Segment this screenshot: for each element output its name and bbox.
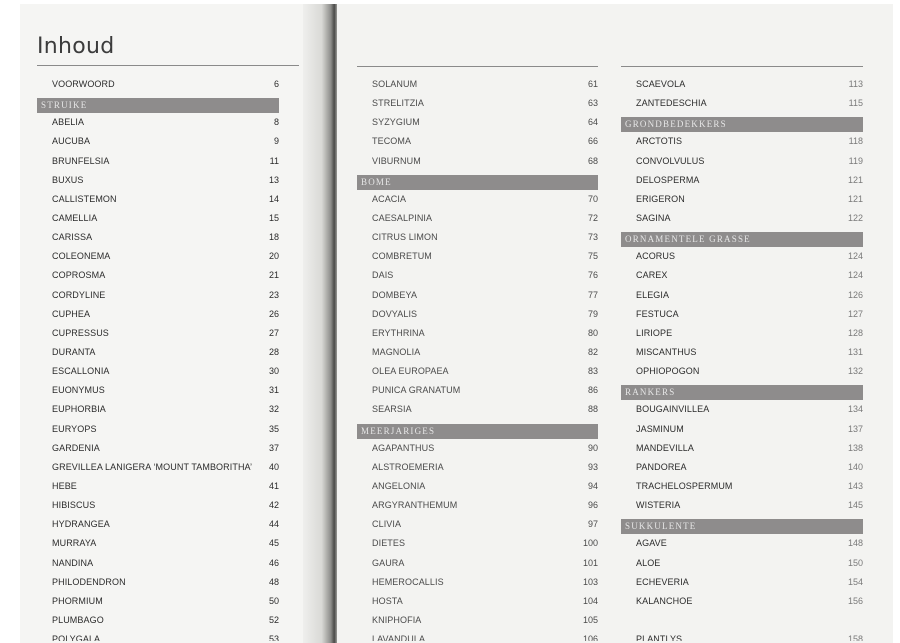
section-header-bar <box>357 175 598 190</box>
toc-entry <box>37 382 279 401</box>
entry-name: DOMBEYA <box>372 289 418 300</box>
entry-name: GAURA <box>372 557 405 568</box>
entry-name: EURYOPS <box>52 423 97 434</box>
entry-page-number: 72 <box>587 212 598 223</box>
entry-page-number: 106 <box>582 634 598 642</box>
entry-name: PLUMBAGO <box>52 614 104 625</box>
entry-name: CALLISTEMON <box>52 193 117 204</box>
entry-name: AGAVE <box>636 538 667 549</box>
entry-page-number: 100 <box>582 538 598 549</box>
entry-page-number: 90 <box>587 442 598 453</box>
toc-entry <box>37 114 279 133</box>
entry-name: PUNICA GRANATUM <box>372 385 461 396</box>
entry-page-number: 21 <box>268 270 279 281</box>
entry-name: CONVOLVULUS <box>636 155 705 166</box>
entry-page-number: 94 <box>587 480 598 491</box>
entry-page-number: 31 <box>268 385 279 396</box>
entry-page-number: 20 <box>268 251 279 262</box>
entry-page-number: 96 <box>587 500 598 511</box>
entry-page-number: 115 <box>848 98 863 109</box>
toc-entry <box>621 344 863 363</box>
toc-entry <box>621 248 863 267</box>
entry-name: DOVYALIS <box>372 308 418 319</box>
entry-name: CLIVIA <box>372 519 402 530</box>
entry-name: ELEGIA <box>636 289 670 300</box>
entry-name: CAMELLIA <box>52 212 98 223</box>
entry-page-number: 101 <box>582 557 598 568</box>
entry-name: CUPHEA <box>52 308 91 319</box>
section-header-label: ORNAMENTELE GRASSE <box>625 234 751 245</box>
entry-page-number: 11 <box>269 155 279 166</box>
entry-page-number: 8 <box>273 117 279 128</box>
entry-name: LIRIOPE <box>636 327 673 338</box>
section-header <box>357 172 598 191</box>
entry-page-number: 118 <box>848 136 863 147</box>
entry-name: ANGELONIA <box>372 480 426 491</box>
toc-entry <box>37 344 279 363</box>
entry-page-number: 75 <box>587 251 598 262</box>
entry-page-number: 46 <box>268 557 279 568</box>
toc-entry <box>37 497 279 516</box>
entry-name: DURANTA <box>52 346 96 357</box>
entry-page-number: 119 <box>848 155 863 166</box>
toc-entry <box>37 287 279 306</box>
toc-entry <box>357 574 598 593</box>
toc-entry <box>37 363 279 382</box>
toc-entry <box>37 172 279 191</box>
toc-entry <box>357 363 598 382</box>
entry-page-number: 137 <box>847 423 863 434</box>
entry-name: COPROSMA <box>52 270 106 281</box>
entry-name: SEARSIA <box>372 404 412 415</box>
page-title: Inhoud <box>37 34 115 59</box>
entry-page-number: 150 <box>847 557 863 568</box>
entry-name: NANDINA <box>52 557 94 568</box>
entry-name: KNIPHOFIA <box>372 614 422 625</box>
entry-page-number: 70 <box>587 193 598 204</box>
entry-name: TRACHELOSPERMUM <box>636 480 733 491</box>
entry-name: COMBRETUM <box>372 251 432 262</box>
entry-page-number: 42 <box>268 500 279 511</box>
entry-name: ECHEVERIA <box>636 576 689 587</box>
entry-name: SAGINA <box>636 212 671 223</box>
toc-entry <box>621 535 863 554</box>
section-header <box>357 421 598 440</box>
toc-entry <box>621 631 863 641</box>
toc-entry <box>37 574 279 593</box>
entry-name: HYDRANGEA <box>52 519 110 530</box>
toc-entry <box>37 153 279 172</box>
toc-entry <box>37 133 279 152</box>
toc-entry <box>357 287 598 306</box>
entry-name: ABELIA <box>52 117 85 128</box>
toc-entry <box>37 612 279 631</box>
entry-name: LAVANDULA <box>372 634 426 642</box>
toc-entry <box>37 401 279 420</box>
entry-page-number: 82 <box>587 346 598 357</box>
toc-entry <box>37 248 279 267</box>
section-header-label: MEERJARIGES <box>361 425 436 436</box>
entry-page-number: 128 <box>847 327 863 338</box>
entry-name: CAESALPINIA <box>372 212 433 223</box>
entry-name: ERYTHRINA <box>372 327 425 338</box>
title-rule <box>37 65 299 66</box>
entry-page-number: 132 <box>847 366 863 377</box>
toc-entry <box>357 306 598 325</box>
entry-page-number: 97 <box>587 519 598 530</box>
entry-page-number: 158 <box>847 634 863 642</box>
toc-entry <box>357 401 598 420</box>
entry-name: AUCUBA <box>52 136 91 147</box>
toc-entry <box>621 287 863 306</box>
toc-entry <box>37 421 279 440</box>
entry-page-number: 30 <box>268 366 279 377</box>
toc-entry <box>37 76 279 95</box>
toc-entry <box>621 555 863 574</box>
toc-entry <box>37 210 279 229</box>
entry-page-number: 80 <box>587 327 598 338</box>
toc-entry <box>357 555 598 574</box>
entry-name: ACORUS <box>636 251 676 262</box>
entry-name: MISCANTHUS <box>636 346 697 357</box>
entry-page-number: 113 <box>848 79 863 89</box>
entry-name: VOORWOORD <box>52 79 115 89</box>
toc-entry <box>37 555 279 574</box>
toc-entry <box>37 478 279 497</box>
entry-page-number: 126 <box>847 289 863 300</box>
toc-entry <box>357 76 598 95</box>
toc-entry <box>357 478 598 497</box>
blank-row <box>621 612 863 631</box>
entry-name: PANDOREA <box>636 461 687 472</box>
entry-page-number: 23 <box>268 289 279 300</box>
entry-page-number: 138 <box>847 442 863 453</box>
toc-entry <box>357 133 598 152</box>
toc-entry <box>621 593 863 612</box>
entry-name: DAIS <box>372 270 394 281</box>
toc-entry <box>357 440 598 459</box>
entry-page-number: 103 <box>582 576 598 587</box>
toc-entry <box>357 612 598 631</box>
toc-entry <box>621 267 863 286</box>
entry-name: HOSTA <box>372 595 403 606</box>
entry-page-number: 79 <box>587 308 598 319</box>
entry-name: DIETES <box>372 538 406 549</box>
entry-name: MAGNOLIA <box>372 346 421 357</box>
entry-name: TECOMA <box>372 136 412 147</box>
section-header-label: BOME <box>361 176 392 187</box>
entry-name: BOUGAINVILLEA <box>636 404 710 415</box>
toc-entry <box>37 306 279 325</box>
entry-page-number: 124 <box>847 251 863 262</box>
entry-page-number: 37 <box>268 442 279 453</box>
toc-entry <box>37 440 279 459</box>
toc-entry <box>621 210 863 229</box>
book-scan <box>20 4 893 643</box>
entry-name: KALANCHOE <box>636 595 693 606</box>
toc-entry <box>37 191 279 210</box>
entry-page-number: 32 <box>268 404 279 415</box>
toc-entry <box>621 421 863 440</box>
entry-name: POLYGALA <box>52 634 101 642</box>
section-header-label: SUKKULENTE <box>625 521 697 532</box>
entry-name: STRELITZIA <box>372 98 425 109</box>
toc-entry <box>357 497 598 516</box>
section-header-label: RANKERS <box>625 387 676 398</box>
entry-name: HIBISCUS <box>52 500 96 511</box>
toc-entry <box>37 459 279 478</box>
toc-entry <box>37 267 279 286</box>
entry-page-number: 83 <box>587 366 598 377</box>
entry-page-number: 14 <box>268 193 279 204</box>
entry-name: SYZYGIUM <box>372 117 420 128</box>
toc-entry <box>357 114 598 133</box>
entry-name: DELOSPERMA <box>636 174 700 185</box>
entry-page-number: 73 <box>587 232 598 243</box>
entry-name: ARCTOTIS <box>636 136 683 147</box>
entry-page-number: 61 <box>587 79 598 89</box>
entry-page-number: 48 <box>268 576 279 587</box>
toc-entry <box>621 76 863 95</box>
toc-entry <box>37 593 279 612</box>
entry-name: FESTUCA <box>636 308 679 319</box>
toc-entry <box>621 325 863 344</box>
entry-page-number: 52 <box>268 614 279 625</box>
entry-name: CAREX <box>636 270 668 281</box>
contents-column-2 <box>357 76 598 641</box>
entry-page-number: 104 <box>582 595 598 606</box>
contents-column-1 <box>37 76 279 641</box>
contents-column-3 <box>621 76 863 641</box>
entry-name: EUONYMUS <box>52 385 105 396</box>
toc-entry <box>357 344 598 363</box>
toc-entry <box>357 248 598 267</box>
entry-page-number: 45 <box>268 538 279 549</box>
entry-name: WISTERIA <box>636 500 681 511</box>
entry-page-number: 50 <box>268 595 279 606</box>
entry-page-number: 66 <box>587 136 598 147</box>
toc-entry <box>621 497 863 516</box>
entry-name: SCAEVOLA <box>636 79 686 89</box>
toc-entry <box>621 478 863 497</box>
entry-page-number: 148 <box>847 538 863 549</box>
toc-entry <box>357 593 598 612</box>
entry-page-number: 15 <box>268 212 279 223</box>
entry-name: CITRUS LIMON <box>372 232 438 243</box>
entry-page-number: 27 <box>268 327 279 338</box>
toc-entry <box>357 95 598 114</box>
entry-name: HEMEROCALLIS <box>372 576 444 587</box>
toc-entry <box>621 172 863 191</box>
entry-page-number: 76 <box>587 270 598 281</box>
entry-page-number: 86 <box>587 385 598 396</box>
entry-page-number: 145 <box>847 500 863 511</box>
toc-entry <box>621 191 863 210</box>
entry-name: MURRAYA <box>52 538 97 549</box>
entry-page-number: 121 <box>847 174 863 185</box>
entry-page-number: 13 <box>268 174 279 185</box>
toc-entry <box>357 229 598 248</box>
toc-entry <box>621 363 863 382</box>
entry-page-number: 44 <box>268 519 279 530</box>
entry-page-number: 131 <box>847 346 863 357</box>
toc-entry <box>37 516 279 535</box>
entry-page-number: 26 <box>268 308 279 319</box>
toc-entry <box>621 574 863 593</box>
entry-name: BRUNFELSIA <box>52 155 110 166</box>
entry-page-number: 6 <box>273 79 279 89</box>
entry-page-number: 154 <box>847 576 863 587</box>
toc-entry <box>357 267 598 286</box>
toc-entry <box>357 459 598 478</box>
toc-entry <box>37 229 279 248</box>
entry-page-number: 93 <box>587 461 598 472</box>
entry-name: ARGYRANTHEMUM <box>372 500 458 511</box>
toc-entry <box>621 401 863 420</box>
entry-page-number: 121 <box>847 193 863 204</box>
book-gutter <box>303 4 337 643</box>
entry-page-number: 40 <box>268 461 279 472</box>
entry-page-number: 124 <box>847 270 863 281</box>
entry-name: GREVILLEA LANIGERA ‘MOUNT TAMBORITHA’ <box>52 461 253 472</box>
entry-page-number: 77 <box>587 289 598 300</box>
toc-entry <box>37 631 279 641</box>
toc-entry <box>357 516 598 535</box>
toc-entry <box>621 133 863 152</box>
entry-page-number: 63 <box>587 98 598 109</box>
entry-page-number: 127 <box>847 308 863 319</box>
toc-entry <box>621 440 863 459</box>
section-header <box>37 95 279 114</box>
column-b-top-rule <box>357 66 598 67</box>
section-header <box>621 516 863 535</box>
toc-entry <box>357 210 598 229</box>
toc-entry <box>621 306 863 325</box>
toc-entry <box>357 631 598 641</box>
entry-page-number: 88 <box>587 404 598 415</box>
section-header-label: STRUIKE <box>41 100 88 111</box>
toc-entry <box>357 153 598 172</box>
entry-page-number: 140 <box>847 461 863 472</box>
entry-name: GARDENIA <box>52 442 100 453</box>
entry-name: SOLANUM <box>372 79 418 89</box>
entry-page-number: 53 <box>268 634 279 642</box>
entry-page-number: 122 <box>847 212 863 223</box>
entry-page-number: 134 <box>847 404 863 415</box>
entry-name: COLEONEMA <box>52 251 111 262</box>
entry-page-number: 105 <box>582 614 598 625</box>
entry-name: VIBURNUM <box>372 155 421 166</box>
toc-entry <box>37 535 279 554</box>
entry-name: JASMINUM <box>636 423 684 434</box>
entry-name: ALSTROEMERIA <box>372 461 444 472</box>
toc-entry <box>621 153 863 172</box>
entry-name: AGAPANTHUS <box>372 442 435 453</box>
toc-entry <box>357 382 598 401</box>
entry-name: OLEA EUROPAEA <box>372 366 449 377</box>
entry-name: PLANTLYS <box>636 634 683 642</box>
entry-name: OPHIOPOGON <box>636 366 700 377</box>
entry-page-number: 156 <box>847 595 863 606</box>
toc-entry <box>357 325 598 344</box>
entry-name: CORDYLINE <box>52 289 106 300</box>
section-header-label: GRONDBEDEKKERS <box>625 119 727 130</box>
toc-entry <box>357 535 598 554</box>
section-header <box>621 382 863 401</box>
entry-name: CARISSA <box>52 232 93 243</box>
toc-entry <box>621 95 863 114</box>
entry-name: ZANTEDESCHIA <box>636 98 707 109</box>
entry-page-number: 64 <box>587 117 598 128</box>
entry-page-number: 41 <box>268 480 279 491</box>
entry-name: BUXUS <box>52 174 84 185</box>
entry-page-number: 18 <box>268 232 279 243</box>
entry-name: ACACIA <box>372 193 407 204</box>
toc-entry <box>37 325 279 344</box>
column-c-top-rule <box>621 66 863 67</box>
entry-name: HEBE <box>52 480 77 491</box>
entry-name: PHILODENDRON <box>52 576 126 587</box>
entry-name: CUPRESSUS <box>52 327 109 338</box>
entry-page-number: 9 <box>273 136 279 147</box>
entry-name: ALOE <box>636 557 661 568</box>
entry-page-number: 35 <box>268 423 279 434</box>
entry-name: PHORMIUM <box>52 595 103 606</box>
entry-page-number: 28 <box>268 346 279 357</box>
entry-name: EUPHORBIA <box>52 404 106 415</box>
section-header <box>621 229 863 248</box>
toc-entry <box>357 191 598 210</box>
section-header <box>621 114 863 133</box>
entry-name: MANDEVILLA <box>636 442 695 453</box>
entry-page-number: 68 <box>587 155 598 166</box>
entry-name: ERIGERON <box>636 193 685 204</box>
toc-entry <box>621 459 863 478</box>
entry-name: ESCALLONIA <box>52 366 110 377</box>
entry-page-number: 143 <box>847 480 863 491</box>
